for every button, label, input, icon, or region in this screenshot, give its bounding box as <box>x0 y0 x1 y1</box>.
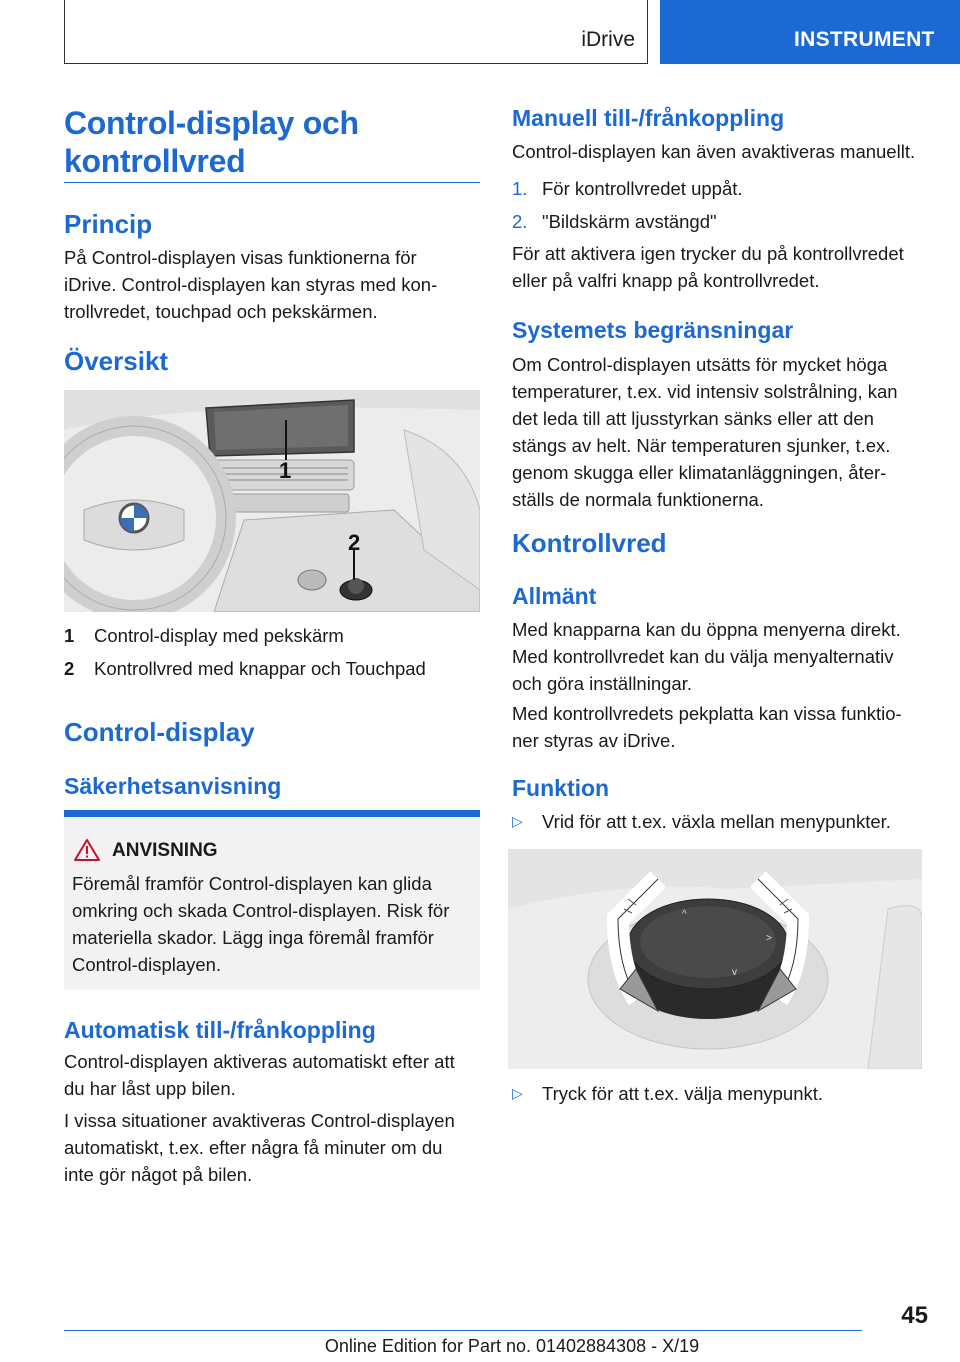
manuell-after <box>512 240 904 294</box>
callout-2: 2 <box>348 530 361 555</box>
text-line: Control-displayen. <box>72 954 222 975</box>
text-line: ställs de normala funktionerna. <box>512 489 764 510</box>
page-title-line2: kontrollvred <box>64 143 246 179</box>
bullet-triangle-icon: ▷ <box>512 813 523 829</box>
text-line: materiella skador. Lägg inga föremål framför <box>72 927 434 948</box>
auto-text-1 <box>64 1048 455 1102</box>
legend-text: Kontrollvred med knappar och Touchpad <box>94 658 426 679</box>
title-rule <box>64 182 480 183</box>
knob-mark-icon: > <box>766 933 772 944</box>
text-line: På Control-displayen visas funktionerna för <box>64 247 417 268</box>
system-text <box>512 351 898 513</box>
text-line: Med kontrollvredets pekplatta kan vissa funktio- <box>512 703 902 724</box>
oversikt-heading: Översikt <box>64 346 169 376</box>
funktion-heading: Funktion <box>512 775 610 801</box>
text-line: Control-displayen aktiveras automatiskt efter att <box>64 1051 455 1072</box>
text-line: inte gör något på bilen. <box>64 1164 253 1185</box>
step-num: 2. <box>512 211 528 232</box>
auto-heading: Automatisk till-/frånkoppling <box>64 1017 376 1043</box>
bullet-text: Vrid för att t.ex. växla mellan menypunkter. <box>542 811 891 832</box>
controller-illustration <box>508 849 922 1069</box>
step-num: 1. <box>512 178 528 199</box>
header-chapter-label: INSTRUMENT <box>794 28 935 51</box>
allmant-text-1 <box>512 616 901 697</box>
text-line: genom skugga eller klimatanläggningen, åter- <box>512 462 887 483</box>
text-line: eller på valfri knapp på kontrollvredet. <box>512 270 820 291</box>
manuell-intro: Control-displayen kan även avaktiveras manuellt. <box>512 141 916 162</box>
footer-edition: Online Edition for Part no. 01402884308 - X/19 <box>324 1336 700 1356</box>
sakerhet-heading: Säkerhetsanvisning <box>64 773 282 799</box>
text-line: iDrive. Control-displayen kan styras med kon- <box>64 274 438 295</box>
notice-label: ANVISNING <box>112 840 218 861</box>
text-line: du har låst upp bilen. <box>64 1078 236 1099</box>
legend-text: Control-display med pekskärm <box>94 625 344 646</box>
text-line: det leda till att ljusstyrkan sänks eller att den <box>512 408 874 429</box>
text-line: omkring och skada Control-displayen. Risk för <box>72 900 450 921</box>
system-heading: Systemets begränsningar <box>512 317 794 343</box>
text-line: trollvredet, touchpad och pekskärmen. <box>64 301 378 322</box>
warning-triangle-icon <box>74 838 100 862</box>
header-tab-idrive <box>64 0 648 64</box>
text-line: Föremål framför Control-displayen kan glida <box>72 873 432 894</box>
knob-mark-icon: ^ <box>682 909 687 920</box>
callout-1: 1 <box>279 458 292 483</box>
header-section-label: iDrive <box>581 28 635 51</box>
allmant-text-2 <box>512 700 902 754</box>
legend-num: 1 <box>64 625 75 646</box>
header-tab-instrument <box>660 0 960 64</box>
cockpit-illustration <box>64 390 480 612</box>
text-line: Med knapparna kan du öppna menyerna direkt. <box>512 619 901 640</box>
step-text: "Bildskärm avstängd" <box>542 211 717 232</box>
text-line: För att aktivera igen trycker du på kontrollvredet <box>512 243 904 264</box>
auto-text-2 <box>64 1107 455 1188</box>
notice-bar <box>64 810 480 817</box>
text-line: Med kontrollvredet kan du välja menyalternativ <box>512 646 894 667</box>
step-text: För kontrollvredet uppåt. <box>542 178 743 199</box>
control-display-heading: Control-display <box>64 717 255 747</box>
kontrollvred-heading: Kontrollvred <box>512 528 667 558</box>
text-line: I vissa situationer avaktiveras Control-displayen <box>64 1110 455 1131</box>
princip-text <box>64 244 437 325</box>
bullet-text: Tryck för att t.ex. välja menypunkt. <box>542 1083 824 1104</box>
bullet-triangle-icon: ▷ <box>512 1085 523 1101</box>
manuell-heading: Manuell till-/frånkoppling <box>512 105 785 131</box>
text-line: ner styras av iDrive. <box>512 730 676 751</box>
text-line: temperaturer, t.ex. vid intensiv solstrålning, kan <box>512 381 898 402</box>
controller-rotate-figure <box>508 849 922 1069</box>
text-line: automatiskt, t.ex. efter några få minuter om du <box>64 1137 443 1158</box>
princip-heading: Princip <box>64 209 153 239</box>
notice-text <box>72 870 449 978</box>
allmant-heading: Allmänt <box>512 583 597 609</box>
text-line: Om Control-displayen utsätts för mycket höga <box>512 354 888 375</box>
legend-num: 2 <box>64 658 75 679</box>
page-title-line1: Control-display och <box>64 105 359 141</box>
knob-mark-icon: v <box>732 967 737 978</box>
notice-box <box>64 810 480 990</box>
text-line: stängs av helt. När temperaturen sjunker, t.ex. <box>512 435 891 456</box>
page-number: 45 <box>901 1302 928 1329</box>
footer-rule <box>64 1330 862 1331</box>
cockpit-overview-figure <box>64 390 480 612</box>
text-line: och göra inställningar. <box>512 673 692 694</box>
